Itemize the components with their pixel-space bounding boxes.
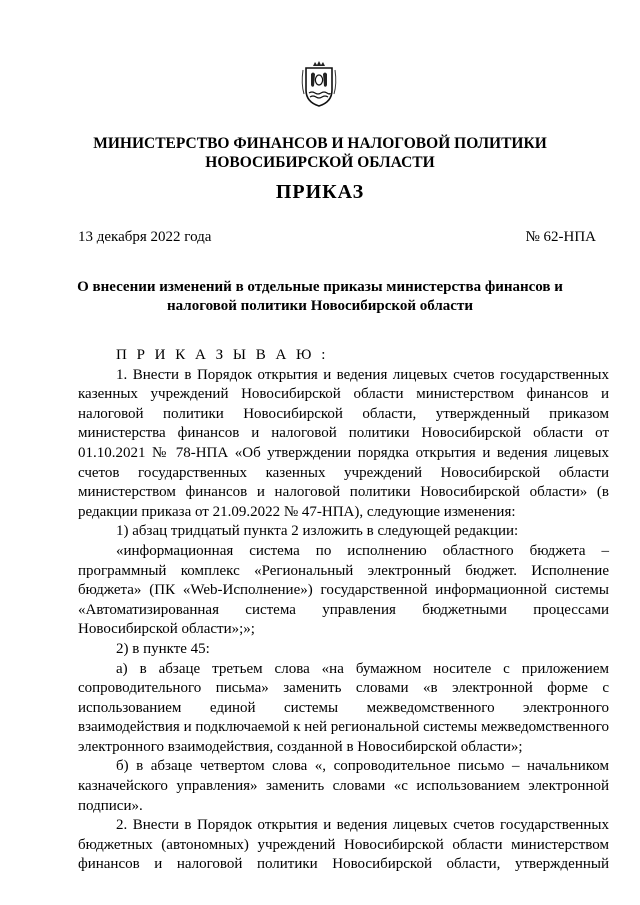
paragraph-5: а) в абзаце третьем слова «на бумажном носителе с приложением сопроводительного письма» заменить словами «в электронной форме с использованием единой системы межведомственного электронного взаимодействия и подключаемой к ней региональной системы межведомственного электронного взаимодействия, созданной в Новосибирской области»; — [78, 660, 609, 755]
document-subject — [40, 278, 600, 316]
coat-of-arms-icon — [300, 60, 338, 108]
subject-line-2: налоговой политики Новосибирской области — [167, 298, 473, 314]
document-date: 13 декабря 2022 года — [78, 229, 212, 245]
paragraph-1: 1. Внести в Порядок открытия и ведения лицевых счетов государственных казенных учреждений Новосибирской области министерством финансов и налоговой политики Новосибирской области, утвержденный приказом министерства финансов и налоговой политики Новосибирской области от 01.10.2021 № 78-НПА «Об утверждении порядка открытия и ведения лицевых счетов государственных казенных учреждений Новосибирской области министерством финансов и налоговой политики Новосибирской области» (в редакции приказа от 21.09.2022 № 47-НПА), следующие изменения: — [78, 366, 609, 520]
subject-line-1: О внесении изменений в отдельные приказы министерства финансов и — [77, 279, 563, 295]
paragraph-6: б) в абзаце четвертом слова «, сопроводительное письмо – начальником казначейского управления» заменить словами «с использованием электронной подписи». — [78, 758, 609, 814]
ministry-name-line-2: НОВОСИБИРСКОЙ ОБЛАСТИ — [205, 154, 435, 171]
document-type: ПРИКАЗ — [275, 181, 365, 203]
paragraph-2: 1) абзац тридцатый пункта 2 изложить в следующей редакции: — [116, 523, 519, 540]
document-number: № 62-НПА — [525, 229, 596, 245]
document-meta — [78, 228, 596, 246]
paragraph-7: 2. Внести в Порядок открытия и ведения лицевых счетов государственных бюджетных (автономных) учреждений Новосибирской области министерством финансов и налоговой политики Новосибирской области, утвержденный — [78, 817, 609, 873]
order-word: П Р И К А З Ы В А Ю : — [116, 347, 329, 363]
ministry-name — [40, 134, 600, 172]
paragraph-3: «информационная система по исполнению областного бюджета – программный комплекс «Региональный электронный бюджет. Исполнение бюджета» (ПК «Web-Исполнение») государственной информационной системы «Автоматизированная система управления бюджетными процессами Новосибирской области»;»; — [78, 542, 609, 638]
paragraph-4: 2) в пункте 45: — [116, 640, 210, 657]
document-body — [78, 346, 609, 875]
ministry-name-line-1: МИНИСТЕРСТВО ФИНАНСОВ И НАЛОГОВОЙ ПОЛИТИКИ — [93, 135, 547, 152]
